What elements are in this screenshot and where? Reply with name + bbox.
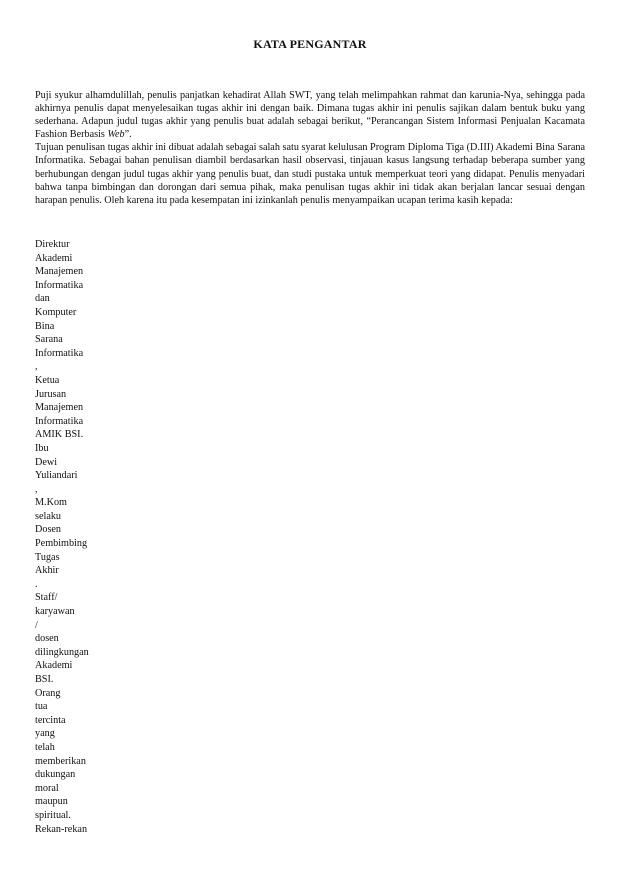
paragraph-intro	[35, 89, 585, 141]
word-line: Akademi	[35, 252, 73, 264]
word-line: BSI.	[35, 674, 54, 685]
word-line: yang	[35, 728, 55, 740]
word-line: Ibu	[35, 442, 49, 454]
word-line: Rekan-rekan	[35, 823, 88, 835]
word-line: dosen	[35, 633, 59, 645]
word-line: Sarana	[35, 334, 63, 346]
word-line: M.Kom	[35, 497, 67, 509]
word-line: Informatika	[35, 347, 84, 359]
word-line: maupun	[35, 796, 68, 808]
word-line: ,	[35, 483, 38, 495]
page-title: KATA PENGANTAR	[253, 37, 367, 51]
word-line: Jurusan	[35, 388, 67, 400]
word-line: dilingkungan	[35, 646, 89, 658]
word-line: tua	[35, 701, 48, 713]
word-line: Manajemen	[35, 266, 84, 278]
word-line: telah	[35, 741, 55, 753]
word-line: Tugas	[35, 551, 60, 563]
word-line: Pembimbing	[35, 538, 88, 550]
paragraph-intro-end: ”.	[124, 129, 132, 141]
word-column	[35, 238, 155, 836]
paragraph-purpose: Tujuan penulisan tugas akhir ini dibuat adalah sebagai salah satu syarat kelulusan Program Diploma Tiga (D.III) Akademi Bina Sarana Informatika. Sebagai bahan penulisan diambil berdasarkan hasil observasi, tinjauan kasus langsung terhadap beberapa sumber yang berhubungan dengan judul tugas akhir yang penulis buat, dan studi pustaka untuk memperkuat teori yang didapat. Penulis menyadari bahwa tanpa bimbingan dan dorongan dari semua pihak, maka penulisan tugas akhir ini tidak akan berjalan lancar sesuai dengan harapan penulis. Oleh karena itu pada kesempatan ini izinkanlah penulis menyampaikan ucapan terima kasih kepada:	[35, 142, 585, 206]
word-line: Manajemen	[35, 402, 84, 414]
word-line: Yuliandari	[35, 470, 78, 482]
paragraph-intro-italic: Web	[107, 129, 125, 141]
word-line: /	[35, 619, 38, 631]
word-line: memberikan	[35, 755, 86, 767]
word-line: ,	[35, 361, 38, 373]
paragraph-intro-text: Puji syukur alhamdulillah, penulis panjatkan kehadirat Allah SWT, yang telah melimpahkan rahmat dan karunia-Nya, sehingga pada akhirnya penulis dapat menyelesaikan tugas akhir ini dengan baik. Dimana tugas akhir ini penulis sajikan dalam bentuk buku yang sederhana. Adapun judul tugas akhir yang penulis buat adalah sebagai berikut, “Perancangan Sistem Informasi Penjualan Kacamata Fashion Berbasis	[35, 90, 585, 141]
word-line: Dosen	[35, 524, 62, 536]
word-line: karyawan	[35, 606, 75, 618]
word-line: Akademi	[35, 660, 73, 672]
word-line: moral	[35, 782, 59, 794]
body-text	[35, 89, 585, 207]
word-line: Direktur	[35, 239, 70, 250]
word-line: AMIK BSI.	[35, 429, 84, 441]
word-line: Ketua	[35, 374, 60, 386]
word-line: selaku	[35, 510, 62, 522]
word-line: Informatika	[35, 415, 84, 427]
word-line: Dewi	[35, 456, 58, 468]
word-line: Informatika	[35, 279, 84, 291]
word-line: Orang	[35, 687, 61, 699]
word-line: spiritual.	[35, 809, 71, 821]
word-line: dukungan	[35, 769, 76, 781]
word-line: .	[35, 578, 38, 590]
word-line: Komputer	[35, 306, 77, 318]
word-line: dan	[35, 293, 50, 305]
word-line: Bina	[35, 320, 55, 332]
word-line: tercinta	[35, 714, 66, 726]
word-line: Akhir	[35, 565, 59, 577]
word-line: Staff/	[35, 592, 58, 604]
